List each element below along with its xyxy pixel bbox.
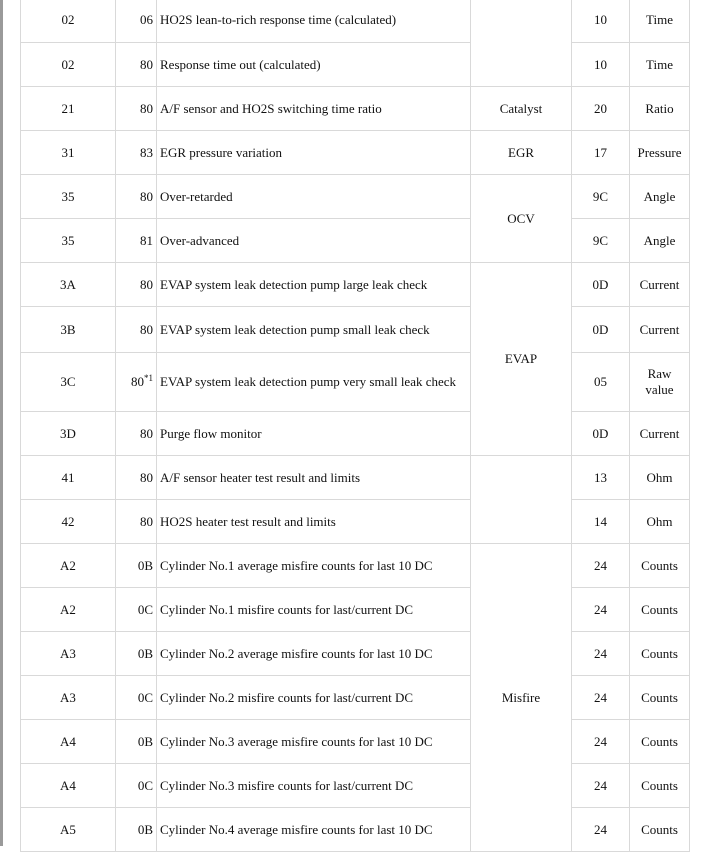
- component-id-cell: 0B: [116, 808, 157, 852]
- table-row: [21, 676, 690, 720]
- table-row: [21, 0, 690, 43]
- component-id-cell: 0B: [116, 544, 157, 588]
- test-id-cell: 02: [21, 43, 116, 87]
- test-id-cell: A3: [21, 676, 116, 720]
- table-row: [21, 175, 690, 219]
- type-cell: Counts: [630, 764, 690, 808]
- component-id-cell: 80: [116, 43, 157, 87]
- description-cell: HO2S heater test result and limits: [157, 500, 471, 544]
- table-row: [21, 720, 690, 764]
- type-cell: Ratio: [630, 87, 690, 131]
- type-cell: Counts: [630, 544, 690, 588]
- description-cell: Purge flow monitor: [157, 412, 471, 456]
- unit-cell: 24: [572, 764, 630, 808]
- type-cell: Time: [630, 43, 690, 87]
- table-row: [21, 764, 690, 808]
- component-id-cell: 0B: [116, 720, 157, 764]
- table-row: [21, 307, 690, 353]
- component-id-cell: 80: [116, 87, 157, 131]
- group-cell: OCV: [471, 175, 572, 263]
- component-id-cell: 80: [116, 263, 157, 307]
- test-id-cell: A2: [21, 544, 116, 588]
- group-cell: EGR: [471, 131, 572, 175]
- component-id-cell: 80: [116, 500, 157, 544]
- description-cell: Response time out (calculated): [157, 43, 471, 87]
- type-cell: Current: [630, 263, 690, 307]
- description-cell: EVAP system leak detection pump very small leak check: [157, 353, 471, 412]
- type-cell: Current: [630, 307, 690, 353]
- type-cell: Angle: [630, 175, 690, 219]
- type-cell: Pressure: [630, 131, 690, 175]
- unit-cell: 05: [572, 353, 630, 412]
- group-cell: Misfire: [471, 544, 572, 852]
- test-id-cell: 35: [21, 175, 116, 219]
- table-row: [21, 544, 690, 588]
- test-id-cell: 3D: [21, 412, 116, 456]
- component-id-cell: 0B: [116, 632, 157, 676]
- description-cell: EVAP system leak detection pump large leak check: [157, 263, 471, 307]
- description-cell: Cylinder No.2 average misfire counts for last 10 DC: [157, 632, 471, 676]
- group-cell: [471, 456, 572, 544]
- component-id-cell: [116, 353, 157, 412]
- test-id-cell: 3B: [21, 307, 116, 353]
- component-id-cell: 83: [116, 131, 157, 175]
- unit-cell: 24: [572, 544, 630, 588]
- type-cell: Counts: [630, 808, 690, 852]
- description-cell: Over-retarded: [157, 175, 471, 219]
- test-id-cell: 41: [21, 456, 116, 500]
- unit-cell: 9C: [572, 219, 630, 263]
- unit-cell: 0D: [572, 263, 630, 307]
- component-id-cell: 0C: [116, 676, 157, 720]
- type-cell: Counts: [630, 676, 690, 720]
- type-cell: Counts: [630, 720, 690, 764]
- group-cell: Catalyst: [471, 87, 572, 131]
- table-row: [21, 219, 690, 263]
- description-cell: Cylinder No.3 average misfire counts for last 10 DC: [157, 720, 471, 764]
- table-row: [21, 87, 690, 131]
- unit-cell: 24: [572, 676, 630, 720]
- unit-cell: 14: [572, 500, 630, 544]
- table-row: [21, 588, 690, 632]
- description-cell: EVAP system leak detection pump small leak check: [157, 307, 471, 353]
- test-id-cell: A4: [21, 764, 116, 808]
- table-row: [21, 263, 690, 307]
- test-id-cell: 31: [21, 131, 116, 175]
- component-id-cell: 06: [116, 0, 157, 43]
- test-id-cell: 3A: [21, 263, 116, 307]
- type-cell: Counts: [630, 632, 690, 676]
- footnote-marker: *1: [144, 373, 153, 383]
- unit-cell: 10: [572, 0, 630, 43]
- table-row: [21, 353, 690, 412]
- component-id-cell: 80: [116, 307, 157, 353]
- type-cell: Ohm: [630, 456, 690, 500]
- description-cell: EGR pressure variation: [157, 131, 471, 175]
- table-row: [21, 632, 690, 676]
- unit-cell: 10: [572, 43, 630, 87]
- description-cell: A/F sensor and HO2S switching time ratio: [157, 87, 471, 131]
- unit-cell: 17: [572, 131, 630, 175]
- test-id-cell: 02: [21, 0, 116, 43]
- component-id-cell: 80: [116, 175, 157, 219]
- test-id-cell: 3C: [21, 353, 116, 412]
- group-cell: EVAP: [471, 263, 572, 456]
- description-cell: Cylinder No.2 misfire counts for last/current DC: [157, 676, 471, 720]
- unit-cell: 24: [572, 808, 630, 852]
- description-cell: Over-advanced: [157, 219, 471, 263]
- test-id-cell: 35: [21, 219, 116, 263]
- description-cell: Cylinder No.3 misfire counts for last/current DC: [157, 764, 471, 808]
- type-cell: Current: [630, 412, 690, 456]
- table-row: [21, 43, 690, 87]
- component-id-cell: 80: [116, 412, 157, 456]
- unit-cell: 0D: [572, 307, 630, 353]
- component-id-cell: 80: [116, 456, 157, 500]
- test-id-cell: 42: [21, 500, 116, 544]
- type-cell: Counts: [630, 588, 690, 632]
- component-id-cell: 0C: [116, 764, 157, 808]
- table-row: [21, 456, 690, 500]
- test-id-cell: A3: [21, 632, 116, 676]
- test-id-cell: A5: [21, 808, 116, 852]
- test-id-cell: 21: [21, 87, 116, 131]
- monitor-test-table: [20, 0, 690, 852]
- type-cell: Time: [630, 0, 690, 43]
- unit-cell: 24: [572, 632, 630, 676]
- type-cell: Raw value: [630, 353, 690, 412]
- unit-cell: 0D: [572, 412, 630, 456]
- unit-cell: 20: [572, 87, 630, 131]
- description-cell: Cylinder No.4 average misfire counts for last 10 DC: [157, 808, 471, 852]
- description-cell: Cylinder No.1 misfire counts for last/current DC: [157, 588, 471, 632]
- unit-cell: 9C: [572, 175, 630, 219]
- group-cell: [471, 0, 572, 87]
- type-cell: Angle: [630, 219, 690, 263]
- unit-cell: 24: [572, 720, 630, 764]
- description-cell: HO2S lean-to-rich response time (calculated): [157, 0, 471, 43]
- description-cell: A/F sensor heater test result and limits: [157, 456, 471, 500]
- table-row: [21, 412, 690, 456]
- test-id-cell: A2: [21, 588, 116, 632]
- table-row: [21, 131, 690, 175]
- component-id-text: 80: [131, 374, 144, 389]
- table-row: [21, 500, 690, 544]
- test-id-cell: A4: [21, 720, 116, 764]
- description-cell: Cylinder No.1 average misfire counts for last 10 DC: [157, 544, 471, 588]
- table-row: [21, 808, 690, 852]
- page-left-border: [0, 0, 3, 846]
- component-id-cell: 0C: [116, 588, 157, 632]
- unit-cell: 24: [572, 588, 630, 632]
- unit-cell: 13: [572, 456, 630, 500]
- component-id-cell: 81: [116, 219, 157, 263]
- type-cell: Ohm: [630, 500, 690, 544]
